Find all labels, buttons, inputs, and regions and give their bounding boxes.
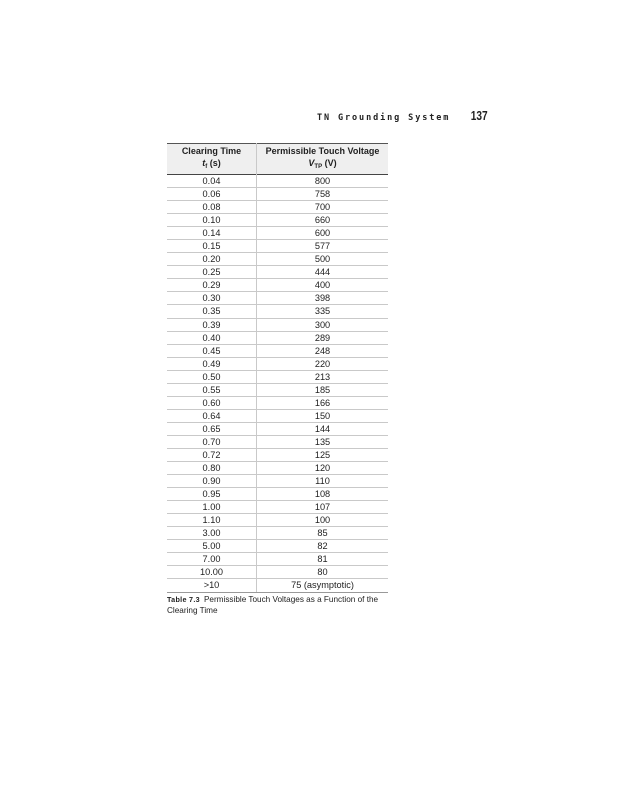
table-row: [167, 175, 388, 188]
clearing-time-cell: 0.49: [167, 357, 257, 370]
touch-voltage-cell: 400: [257, 279, 389, 292]
clearing-time-cell: 0.90: [167, 475, 257, 488]
table-row: [167, 448, 388, 461]
clearing-time-cell: 5.00: [167, 540, 257, 553]
touch-voltage-cell: 135: [257, 435, 389, 448]
touch-voltage-cell: 125: [257, 448, 389, 461]
touch-voltage-cell: 100: [257, 514, 389, 527]
touch-voltage-cell: 150: [257, 409, 389, 422]
clearing-time-cell: 7.00: [167, 553, 257, 566]
touch-voltage-cell: 107: [257, 501, 389, 514]
running-title: TN Grounding System: [316, 113, 451, 123]
touch-voltage-cell: 220: [257, 357, 389, 370]
clearing-time-cell: 0.95: [167, 488, 257, 501]
touch-voltage-cell: 577: [257, 240, 389, 253]
touch-voltage-cell: 248: [257, 344, 389, 357]
table-row: [167, 435, 388, 448]
table-header-row: [167, 144, 388, 175]
clearing-time-cell: 0.40: [167, 331, 257, 344]
touch-voltage-cell: 398: [257, 292, 389, 305]
clearing-time-cell: 0.72: [167, 448, 257, 461]
touch-voltage-cell: 600: [257, 227, 389, 240]
clearing-time-unit: (s): [209, 158, 221, 168]
touch-voltage-cell: 300: [257, 318, 389, 331]
table-row: [167, 553, 388, 566]
clearing-time-cell: 0.06: [167, 188, 257, 201]
clearing-time-cell: 0.10: [167, 214, 257, 227]
table-row: [167, 331, 388, 344]
touch-voltage-cell: 758: [257, 188, 389, 201]
clearing-time-cell: 0.04: [167, 175, 257, 188]
column-header-clearing-time: [167, 144, 257, 175]
caption-label: Table 7.3: [167, 595, 200, 604]
touch-voltage-cell: 166: [257, 396, 389, 409]
touch-voltage-cell: 110: [257, 475, 389, 488]
table-row: [167, 514, 388, 527]
table-row: [167, 266, 388, 279]
clearing-time-cell: 1.10: [167, 514, 257, 527]
clearing-time-cell: 0.25: [167, 266, 257, 279]
table-row: [167, 566, 388, 579]
column-header-touch-voltage-title: Permissible Touch Voltage: [265, 146, 380, 156]
table-row: [167, 383, 388, 396]
table-row: [167, 214, 388, 227]
clearing-time-cell: 0.20: [167, 253, 257, 266]
table-row: [167, 201, 388, 214]
touch-voltage-cell: 213: [257, 370, 389, 383]
touch-voltage-cell: 800: [257, 175, 389, 188]
clearing-time-cell: 10.00: [167, 566, 257, 579]
clearing-time-cell: 0.55: [167, 383, 257, 396]
clearing-time-cell: 0.29: [167, 279, 257, 292]
touch-voltage-cell: 700: [257, 201, 389, 214]
table-row: [167, 240, 388, 253]
touch-voltage-cell: 289: [257, 331, 389, 344]
table-row: [167, 501, 388, 514]
clearing-time-cell: 1.00: [167, 501, 257, 514]
column-header-touch-voltage: [257, 144, 389, 175]
touch-voltage-cell: 335: [257, 305, 389, 318]
touch-voltage-cell: 75 (asymptotic): [257, 579, 389, 592]
touch-voltage-cell: 80: [257, 566, 389, 579]
clearing-time-cell: 0.50: [167, 370, 257, 383]
table-row: [167, 279, 388, 292]
clearing-time-cell: 0.64: [167, 409, 257, 422]
clearing-time-cell: 0.80: [167, 462, 257, 475]
column-header-clearing-time-title: Clearing Time: [181, 146, 242, 156]
table-row: [167, 357, 388, 370]
table-row: [167, 462, 388, 475]
touch-voltage-subscript: TP: [314, 164, 323, 170]
table-row: [167, 227, 388, 240]
clearing-time-cell: 0.15: [167, 240, 257, 253]
clearing-time-cell: 0.45: [167, 344, 257, 357]
clearing-time-cell: 0.39: [167, 318, 257, 331]
touch-voltage-cell: 108: [257, 488, 389, 501]
table-row: [167, 488, 388, 501]
table-row: [167, 305, 388, 318]
table-row: [167, 318, 388, 331]
touch-voltage-cell: 500: [257, 253, 389, 266]
table-body: [167, 175, 388, 593]
clearing-time-cell: >10: [167, 579, 257, 592]
table-row: [167, 527, 388, 540]
touch-voltage-cell: 120: [257, 462, 389, 475]
table-row: [167, 475, 388, 488]
clearing-time-cell: 0.70: [167, 435, 257, 448]
clearing-time-subscript: f: [205, 164, 208, 170]
table-row: [167, 579, 388, 592]
table-row: [167, 344, 388, 357]
touch-voltage-cell: 144: [257, 422, 389, 435]
table-row: [167, 540, 388, 553]
touch-voltage-cell: 85: [257, 527, 389, 540]
touch-voltage-cell: 81: [257, 553, 389, 566]
touch-voltage-cell: 82: [257, 540, 389, 553]
touch-voltage-cell: 444: [257, 266, 389, 279]
clearing-time-symbol: t: [202, 158, 206, 168]
touch-voltage-table: [167, 143, 388, 593]
clearing-time-cell: 0.14: [167, 227, 257, 240]
clearing-time-cell: 0.30: [167, 292, 257, 305]
touch-voltage-cell: 185: [257, 383, 389, 396]
touch-voltage-symbol: V: [308, 158, 315, 168]
table-row: [167, 370, 388, 383]
clearing-time-cell: 0.65: [167, 422, 257, 435]
clearing-time-cell: 0.60: [167, 396, 257, 409]
table-row: [167, 409, 388, 422]
running-header: [300, 108, 488, 123]
table-row: [167, 292, 388, 305]
table-caption: [167, 595, 393, 616]
clearing-time-cell: 0.08: [167, 201, 257, 214]
table-row: [167, 253, 388, 266]
table-row: [167, 422, 388, 435]
table-row: [167, 188, 388, 201]
touch-voltage-cell: 660: [257, 214, 389, 227]
caption-text: Permissible Touch Voltages as a Function of the Clearing Time: [167, 595, 379, 615]
page-number: 137: [471, 108, 488, 123]
touch-voltage-unit: (V): [324, 158, 337, 168]
clearing-time-cell: 3.00: [167, 527, 257, 540]
table-row: [167, 396, 388, 409]
clearing-time-cell: 0.35: [167, 305, 257, 318]
table-header: [167, 144, 388, 175]
